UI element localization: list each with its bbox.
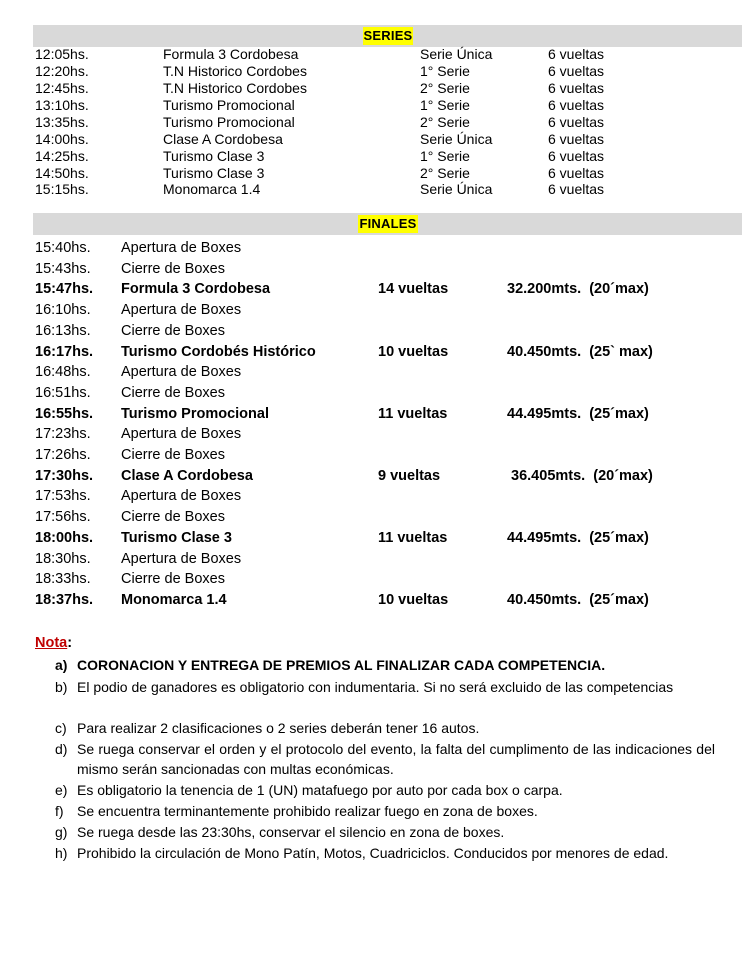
final-label: Cierre de Boxes xyxy=(121,571,225,588)
series-time: 13:10hs. xyxy=(35,97,89,113)
boxes-row xyxy=(0,424,742,444)
final-laps: 10 vueltas xyxy=(378,343,449,360)
final-laps: 11 vueltas xyxy=(378,529,448,546)
final-label: Clase A Cordobesa xyxy=(121,467,253,484)
final-time: 16:17hs. xyxy=(35,343,94,360)
final-race-row xyxy=(0,590,742,610)
series-row xyxy=(0,181,742,198)
series-laps: 6 vueltas xyxy=(548,131,605,147)
nota-colon: : xyxy=(67,635,73,651)
series-heat: Serie Única xyxy=(420,131,493,147)
boxes-row xyxy=(0,321,742,341)
final-race-row xyxy=(0,404,742,424)
series-laps: 6 vueltas xyxy=(548,46,605,62)
final-time: 15:47hs. xyxy=(35,281,94,298)
series-category: Clase A Cordobesa xyxy=(163,131,283,147)
series-row xyxy=(0,148,742,165)
final-time: 18:33hs. xyxy=(35,571,91,588)
series-laps: 6 vueltas xyxy=(548,63,605,79)
final-time: 16:10hs. xyxy=(35,302,91,319)
final-time: 17:30hs. xyxy=(35,467,94,484)
nota-item-text: El podio de ganadores es obligatorio con indumentaria. Si no será excluido de las competencias xyxy=(77,679,674,695)
final-label: Cierre de Boxes xyxy=(121,322,225,339)
final-time: 18:00hs. xyxy=(35,529,94,546)
series-category: Turismo Clase 3 xyxy=(163,148,265,164)
series-category: Turismo Clase 3 xyxy=(163,165,265,181)
series-heat: 2° Serie xyxy=(420,80,470,96)
final-label: Apertura de Boxes xyxy=(121,426,242,443)
final-time: 17:26hs. xyxy=(35,447,91,463)
nota-item-text: Se ruega conservar el orden y el protocolo del evento, la falta del cumplimento de las indicaciones del mismo serán sancionadas con multas económicas. xyxy=(77,741,715,777)
nota-item-text: Es obligatorio la tenencia de 1 (UN) matafuego por auto por cada box o carpa. xyxy=(77,782,563,798)
nota-item-text: Se encuentra terminantemente prohibido realizar fuego en zona de boxes. xyxy=(77,803,538,819)
nota-item-label: f) xyxy=(55,803,64,819)
series-header-band xyxy=(33,25,742,47)
final-distance: 40.450mts. (25´max) xyxy=(507,591,649,608)
nota-item-label: c) xyxy=(55,720,67,736)
series-category: T.N Historico Cordobes xyxy=(163,63,307,79)
nota-item-label: g) xyxy=(55,824,68,840)
finales-header-band xyxy=(33,213,742,235)
series-time: 12:05hs. xyxy=(35,46,89,62)
boxes-row xyxy=(0,300,742,320)
final-race-row xyxy=(0,466,742,486)
series-laps: 6 vueltas xyxy=(548,181,605,197)
final-laps: 10 vueltas xyxy=(378,591,449,608)
final-label: Cierre de Boxes xyxy=(121,509,225,526)
series-heat: 2° Serie xyxy=(420,165,470,181)
final-time: 15:40hs. xyxy=(35,240,91,256)
boxes-row xyxy=(0,486,742,506)
series-row xyxy=(0,165,742,182)
final-time: 18:30hs. xyxy=(35,550,91,567)
series-heat: 2° Serie xyxy=(420,114,470,130)
final-label: Apertura de Boxes xyxy=(121,488,242,505)
series-heat: Serie Única xyxy=(420,181,493,197)
final-time: 16:51hs. xyxy=(35,384,91,401)
series-time: 13:35hs. xyxy=(35,114,89,130)
final-distance: 36.405mts. (20´max) xyxy=(507,467,653,484)
series-row xyxy=(0,114,742,131)
final-label: Turismo Promocional xyxy=(121,405,269,422)
series-heat: 1° Serie xyxy=(420,148,470,164)
series-heat: 1° Serie xyxy=(420,97,470,113)
final-label: Formula 3 Cordobesa xyxy=(121,281,271,298)
final-laps: 11 vueltas xyxy=(378,405,448,422)
series-row xyxy=(0,63,742,80)
nota-item xyxy=(55,655,715,675)
series-time: 14:25hs. xyxy=(35,148,89,164)
final-label: Cierre de Boxes xyxy=(121,260,225,277)
nota-title: Nota xyxy=(35,635,68,651)
series-row xyxy=(0,80,742,97)
series-laps: 6 vueltas xyxy=(548,97,605,113)
final-race-row xyxy=(0,279,742,299)
nota-item-text: Para realizar 2 clasificaciones o 2 series deberán tener 16 autos. xyxy=(77,720,480,736)
series-laps: 6 vueltas xyxy=(548,148,605,164)
series-category: Turismo Promocional xyxy=(163,114,295,130)
final-distance: 40.450mts. (25` max) xyxy=(507,343,653,360)
boxes-row xyxy=(0,549,742,569)
series-category: T.N Historico Cordobes xyxy=(163,80,307,96)
final-laps: 14 vueltas xyxy=(378,281,449,298)
nota-item xyxy=(55,677,715,697)
nota-item xyxy=(55,801,715,821)
final-label: Cierre de Boxes xyxy=(121,384,225,401)
final-time: 17:53hs. xyxy=(35,488,91,505)
final-time: 17:56hs. xyxy=(35,509,91,526)
final-race-row xyxy=(0,528,742,548)
final-label: Turismo Cordobés Histórico xyxy=(121,343,316,360)
final-time: 16:48hs. xyxy=(35,364,91,381)
series-laps: 6 vueltas xyxy=(548,80,605,96)
series-heat: Serie Única xyxy=(420,46,493,62)
boxes-row xyxy=(0,445,742,465)
nota-item xyxy=(55,718,715,738)
final-time: 16:13hs. xyxy=(35,322,91,339)
final-laps: 9 vueltas xyxy=(378,467,441,484)
boxes-row xyxy=(0,362,742,382)
final-distance: 44.495mts. (25´max) xyxy=(507,529,649,546)
series-time: 14:50hs. xyxy=(35,165,89,181)
series-category: Turismo Promocional xyxy=(163,97,295,113)
final-label: Apertura de Boxes xyxy=(121,550,242,567)
boxes-row xyxy=(0,238,742,258)
final-label: Apertura de Boxes xyxy=(121,302,242,319)
final-label: Apertura de Boxes xyxy=(121,240,242,256)
series-time: 14:00hs. xyxy=(35,131,89,147)
series-row xyxy=(0,97,742,114)
final-label: Apertura de Boxes xyxy=(121,364,242,381)
series-laps: 6 vueltas xyxy=(548,114,605,130)
nota-item xyxy=(55,843,715,863)
series-category: Formula 3 Cordobesa xyxy=(163,46,299,62)
nota-item xyxy=(55,739,715,779)
nota-item-text: CORONACION Y ENTREGA DE PREMIOS AL FINALIZAR CADA COMPETENCIA. xyxy=(77,657,606,673)
series-title: SERIES xyxy=(363,28,413,43)
nota-item-text: Se ruega desde las 23:30hs, conservar el silencio en zona de boxes. xyxy=(77,824,505,840)
final-time: 18:37hs. xyxy=(35,591,94,608)
series-heat: 1° Serie xyxy=(420,63,470,79)
nota-item xyxy=(55,822,715,842)
series-row xyxy=(0,46,742,63)
nota-heading xyxy=(35,633,72,653)
final-distance: 44.495mts. (25´max) xyxy=(507,405,649,422)
boxes-row xyxy=(0,569,742,589)
nota-item-label: h) xyxy=(55,845,68,861)
final-time: 17:23hs. xyxy=(35,426,91,443)
final-distance: 32.200mts. (20´max) xyxy=(507,281,649,298)
series-row xyxy=(0,131,742,148)
series-time: 12:20hs. xyxy=(35,63,89,79)
final-race-row xyxy=(0,342,742,362)
series-time: 12:45hs. xyxy=(35,80,89,96)
final-time: 16:55hs. xyxy=(35,405,94,422)
boxes-row xyxy=(0,259,742,279)
final-label: Cierre de Boxes xyxy=(121,447,225,463)
nota-item-label: d) xyxy=(55,741,68,757)
nota-item-label: e) xyxy=(55,782,68,798)
boxes-row xyxy=(0,383,742,403)
series-category: Monomarca 1.4 xyxy=(163,181,261,197)
nota-item xyxy=(55,780,715,800)
final-label: Monomarca 1.4 xyxy=(121,591,227,608)
series-laps: 6 vueltas xyxy=(548,165,605,181)
boxes-row xyxy=(0,507,742,527)
series-time: 15:15hs. xyxy=(35,181,89,197)
final-time: 15:43hs. xyxy=(35,260,91,277)
nota-item-label: a) xyxy=(55,657,68,673)
nota-item-text: Prohibido la circulación de Mono Patín, Motos, Cuadriciclos. Conducidos por menores de edad. xyxy=(77,845,669,861)
finales-title: FINALES xyxy=(359,216,417,231)
nota-item-label: b) xyxy=(55,679,68,695)
final-label: Turismo Clase 3 xyxy=(121,529,232,546)
